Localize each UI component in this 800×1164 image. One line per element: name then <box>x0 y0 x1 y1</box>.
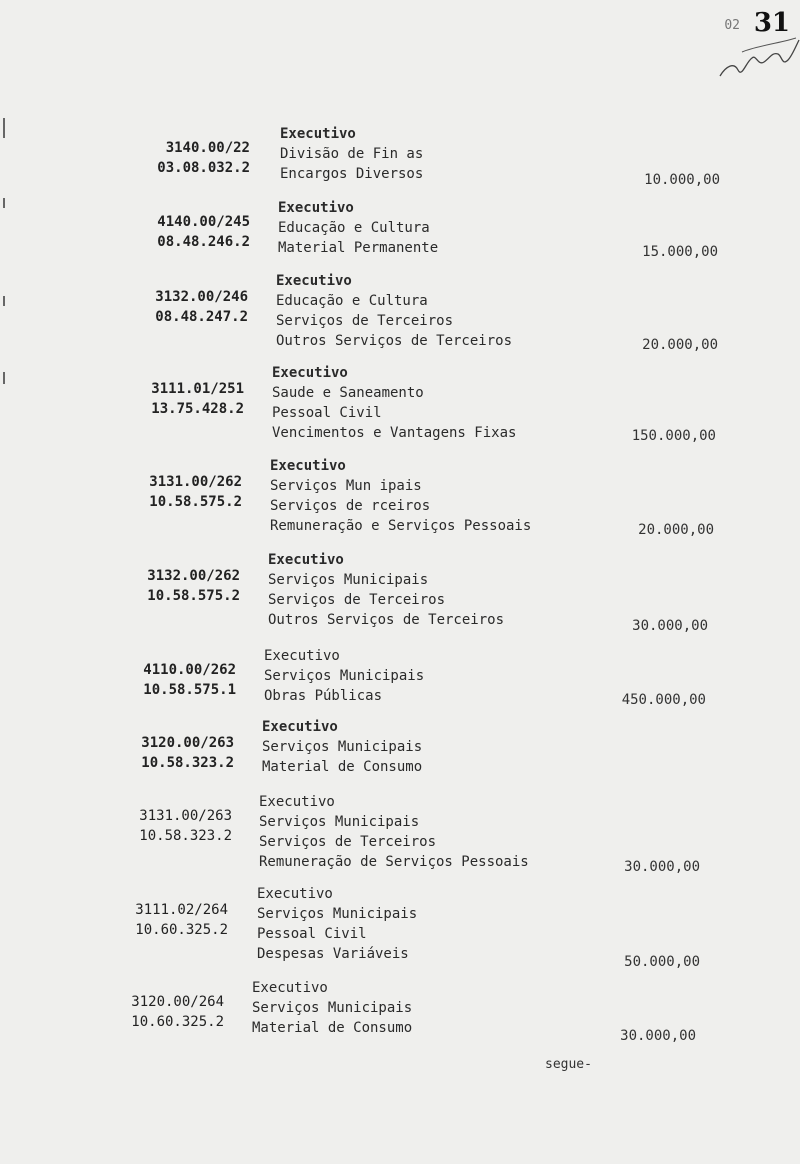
description-line: Executivo <box>272 365 348 381</box>
account-code: 3131.00/262 <box>149 474 242 490</box>
continuation-note: segue- <box>545 1057 592 1072</box>
description-line: Vencimentos e Vantagens Fixas <box>272 425 517 441</box>
description-line: Executivo <box>270 458 346 474</box>
description-line: Executivo <box>278 200 354 216</box>
entry-amount: 50.000,00 <box>624 954 700 970</box>
entry-amount: 30.000,00 <box>624 859 700 875</box>
program-code: 08.48.246.2 <box>157 234 250 250</box>
entry-amount: 20.000,00 <box>638 522 714 538</box>
account-code: 4110.00/262 <box>143 662 236 678</box>
description-line: Executivo <box>268 552 344 568</box>
document-number: 02 <box>724 18 740 33</box>
account-code: 3120.00/263 <box>141 735 234 751</box>
description-line: Material de Consumo <box>262 759 423 775</box>
left-edge-mark <box>3 198 5 208</box>
entry-codes <box>0 992 224 1032</box>
description-line: Despesas Variáveis <box>257 946 409 962</box>
description-line: Executivo <box>264 648 340 664</box>
description-line: Serviços Municipais <box>259 814 420 830</box>
entry-amount: 20.000,00 <box>642 337 718 353</box>
description-line: Remuneração de Serviços Pessoais <box>259 854 529 870</box>
entry-amount: 30.000,00 <box>632 618 708 634</box>
description-line: Executivo <box>262 719 338 735</box>
account-code: 3131.00/263 <box>139 808 232 824</box>
account-code: 3120.00/264 <box>131 994 224 1010</box>
description-line: Divisão de Fin as <box>280 146 424 162</box>
entry-codes <box>0 806 232 846</box>
description-line: Material de Consumo <box>252 1020 413 1036</box>
account-code: 3132.00/246 <box>155 289 248 305</box>
account-code: 3111.01/251 <box>151 381 244 397</box>
description-line: Saude e Saneamento <box>272 385 424 401</box>
description-line: Serviços de Terceiros <box>268 592 446 608</box>
description-line: Outros Serviços de Terceiros <box>268 612 505 628</box>
description-line: Serviços Municipais <box>257 906 418 922</box>
entry-amount: 450.000,00 <box>621 692 706 708</box>
description-line: Serviços Municipais <box>268 572 429 588</box>
description-line: Executivo <box>280 126 356 142</box>
entry-codes <box>0 472 242 512</box>
entry-description <box>257 884 417 964</box>
account-code: 3111.02/264 <box>135 902 228 918</box>
entry-codes <box>0 733 234 773</box>
entry-codes <box>0 287 248 327</box>
page-number: 31 <box>753 8 790 38</box>
description-line: Encargos Diversos <box>280 166 424 182</box>
description-line: Executivo <box>259 794 335 810</box>
description-line: Serviços Mun ipais <box>270 478 422 494</box>
description-line: Outros Serviços de Terceiros <box>276 333 513 349</box>
entry-codes <box>0 379 244 419</box>
program-code: 10.60.325.2 <box>135 922 228 938</box>
description-line: Executivo <box>257 886 333 902</box>
program-code: 10.60.325.2 <box>131 1014 224 1030</box>
program-code: 10.58.323.2 <box>141 755 234 771</box>
description-line: Serviços de rceiros <box>270 498 431 514</box>
account-code: 3140.00/22 <box>165 140 250 156</box>
description-line: Serviços Municipais <box>262 739 423 755</box>
description-line: Educação e Cultura <box>278 220 430 236</box>
entry-amount: 30.000,00 <box>620 1028 696 1044</box>
program-code: 08.48.247.2 <box>155 309 248 325</box>
left-edge-mark <box>3 118 5 138</box>
account-code: 3132.00/262 <box>147 568 240 584</box>
description-line: Material Permanente <box>278 240 439 256</box>
program-code: 10.58.575.2 <box>147 588 240 604</box>
entry-codes <box>0 566 240 606</box>
description-line: Serviços de Terceiros <box>259 834 437 850</box>
program-code: 03.08.032.2 <box>157 160 250 176</box>
program-code: 13.75.428.2 <box>151 401 244 417</box>
description-line: Remuneração e Serviços Pessoais <box>270 518 532 534</box>
description-line: Pessoal Civil <box>272 405 382 421</box>
description-line: Serviços de Terceiros <box>276 313 454 329</box>
program-code: 10.58.575.1 <box>143 682 236 698</box>
description-line: Executivo <box>252 980 328 996</box>
handwritten-signature <box>716 32 800 82</box>
description-line: Pessoal Civil <box>257 926 367 942</box>
description-line: Executivo <box>276 273 352 289</box>
description-line: Educação e Cultura <box>276 293 428 309</box>
entry-description <box>262 717 422 777</box>
program-code: 10.58.575.2 <box>149 494 242 510</box>
entry-amount: 10.000,00 <box>644 172 720 188</box>
description-line: Obras Públicas <box>264 688 383 704</box>
entry-codes <box>0 900 228 940</box>
entry-amount: 150.000,00 <box>631 428 716 444</box>
program-code: 10.58.323.2 <box>139 828 232 844</box>
description-line: Serviços Municipais <box>264 668 425 684</box>
description-line: Serviços Municipais <box>252 1000 413 1016</box>
account-code: 4140.00/245 <box>157 214 250 230</box>
entry-amount: 15.000,00 <box>642 244 718 260</box>
